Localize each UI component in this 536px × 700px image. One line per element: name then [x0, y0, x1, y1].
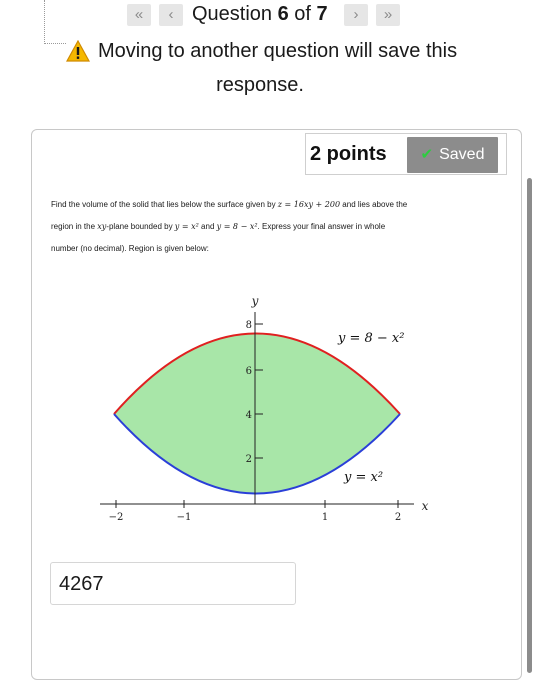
- scrollbar[interactable]: [527, 178, 532, 673]
- question-current-number: 6: [277, 3, 289, 25]
- x-axis-label: x: [421, 499, 429, 513]
- question-counter-prefix: Question: [192, 3, 278, 25]
- nav-divider: [44, 0, 45, 44]
- question-line-2: [51, 216, 451, 238]
- y-tick-label: 4: [245, 410, 252, 421]
- question-navigation: [0, 0, 536, 30]
- math-expression: xy: [97, 222, 107, 231]
- upper-curve-label: y = 8 − x²: [338, 331, 405, 346]
- question-counter-of: of: [288, 3, 317, 25]
- question-total-number: 7: [316, 3, 328, 25]
- last-question-button[interactable]: [376, 4, 400, 26]
- x-tick-label: −1: [176, 512, 192, 523]
- warning-text-line1: Moving to another question will save this: [98, 40, 458, 62]
- chevron-right-icon: ›: [353, 6, 359, 23]
- region-graph-svg: [92, 288, 442, 528]
- y-tick-label: 6: [245, 366, 252, 377]
- x-tick-label: 2: [394, 512, 402, 523]
- question-text-segment: . Express your final answer in whole: [257, 222, 386, 231]
- question-counter: [192, 2, 328, 26]
- chevron-left-icon: ‹: [168, 6, 174, 23]
- math-expression: y = 8 − x²: [216, 222, 258, 231]
- lower-curve-label: y = x²: [344, 470, 384, 485]
- question-text-segment: and lies above the: [340, 200, 408, 209]
- y-tick-label: 2: [245, 454, 252, 465]
- checkmark-icon: ✔: [420, 146, 434, 163]
- warning-text-line2: response.: [216, 74, 304, 96]
- question-text-segment: -plane bounded by: [106, 222, 175, 231]
- save-warning: [60, 34, 500, 102]
- points-label: 2 points: [310, 143, 387, 165]
- double-chevron-right-icon: »: [383, 6, 393, 23]
- question-text-segment: Find the volume of the solid that lies below the surface given by: [51, 200, 278, 209]
- x-tick-label: 1: [321, 512, 329, 523]
- warning-triangle-icon: [66, 40, 90, 62]
- math-expression: y = x²: [174, 222, 199, 231]
- question-line-1: [51, 194, 451, 216]
- question-text: [51, 194, 451, 260]
- saved-button[interactable]: [407, 137, 498, 173]
- question-line-3: number (no decimal). Region is given below:: [51, 244, 209, 253]
- double-chevron-left-icon: «: [134, 6, 144, 23]
- region-graph: [92, 288, 442, 528]
- math-expression: z = 16xy + 200: [277, 200, 341, 209]
- answer-input[interactable]: 4267: [50, 562, 296, 605]
- next-question-button[interactable]: [344, 4, 368, 26]
- previous-question-button[interactable]: [159, 4, 183, 26]
- y-axis-label: y: [251, 294, 259, 308]
- x-tick-label: −2: [108, 512, 124, 523]
- saved-label: Saved: [439, 146, 485, 163]
- first-question-button[interactable]: [127, 4, 151, 26]
- y-tick-label: 8: [245, 320, 252, 331]
- question-text-segment: and: [198, 222, 217, 231]
- question-text-segment: region in the: [51, 222, 98, 231]
